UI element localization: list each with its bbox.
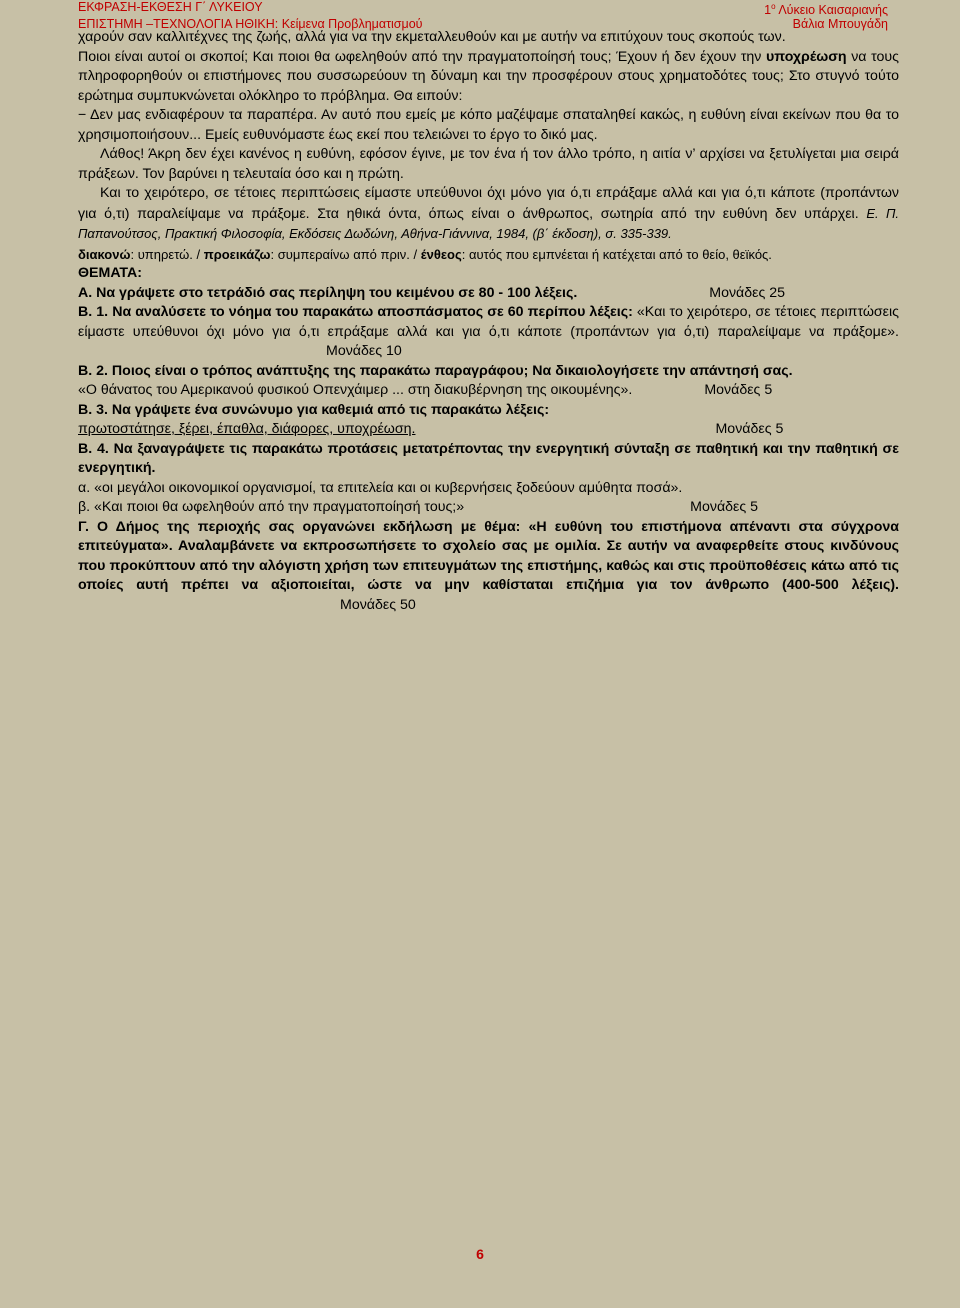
paragraph-1: χαρούν σαν καλλιτέχνες της ζωής, αλλά για να την εκμεταλλευθούν και με αυτήν να επιτύχουν τους σκοπούς των. bbox=[78, 29, 786, 45]
question-b4: Β. 4. Να ξαναγράψετε τις παρακάτω προτάσεις μετατρέποντας την ενεργητική σύνταξη σε παθητική και την παθητική σε ενεργητική. bbox=[78, 440, 899, 476]
question-b1: Β. 1. Να αναλύσετε το νόημα του παρακάτω αποσπάσματος σε 60 περίπου λέξεις: «Και το χειρότερο, σε τέτοιες περιπτώσεις είμαστε υπεύθυνοι όχι μόνο για ό,τι επράξαμε αλλά και για ό,τι κάποτε (προπάντων για ό,τι) παραλείψαμε να πράξομε».Μονάδες 10 bbox=[78, 304, 899, 359]
paragraph-3: − Δεν μας ενδιαφέρουν τα παραπέρα. Αν αυτό που εμείς με κόπο μαζέψαμε σπαταληθεί κακώς, η ευθύνη είναι εκείνων που θα το χρησιμοποιήσουν... Εμείς ευθυνόμαστε έως εκεί που τελειώνει το έργο το δικό μας. bbox=[78, 107, 899, 143]
question-b2: Β. 2. Ποιος είναι ο τρόπος ανάπτυξης της παρακάτω παραγράφου; Να δικαιολογήσετε την απάντησή σας. bbox=[78, 362, 793, 379]
page-number: 6 bbox=[476, 1246, 484, 1262]
paragraph-5: Και το χειρότερο, σε τέτοιες περιπτώσεις είμαστε υπεύθυνοι όχι μόνο για ό,τι επράξαμε αλλά και για ό,τι κάποτε (προπάντων για ό,τι) παραλείψαμε να πράξομε. Στα ηθικά όντα, όπως είναι ο άνθρωπος, σωτηρία από την ευθύνη δεν υπάρχει. Ε. Π. Παπανούτσος, Πρακτική Φιλοσοφία, Εκδόσεις Δωδώνη, Αθήνα-Γιάννινα, 1984, (β΄ έκδοση), σ. 335-339. bbox=[78, 185, 899, 241]
question-b4-b: β. «Και ποιοι θα ωφεληθούν από την πραγματοποίησή τους;» Μονάδες 5 bbox=[78, 499, 759, 515]
source-citation: Ε. Π. Παπανούτσος, Πρακτική Φιλοσοφία, Εκδόσεις Δωδώνη, Αθήνα-Γιάννινα, 1984, (β΄ έκδοση), σ. 335-339. bbox=[78, 205, 899, 241]
header-author: Βάλια Μπουγάδη bbox=[792, 17, 888, 32]
question-g: Γ. Ο Δήμος της περιοχής σας οργανώνει εκδήλωση με θέμα: «Η ευθύνη του επιστήμονα απέναντι στα σύγχρονα επιτεύγματα». Αναλαμβάνετε να εκπροσωπήσετε το σχολείο σας με ομιλία. Σε αυτήν να αναφερθείτε στους κινδύνους που προκύπτουν από την αλόγιστη χρήση των επιτευγμάτων της επιστήμης, καθώς και στις προϋποθέσεις κάτω από τις οποίες αυτή πρέπει να αξιοποιείται, ώστε να μην καθίσταται επιζήμια για τον άνθρωπο (400-500 λέξεις).Μονάδες 50 bbox=[78, 518, 899, 613]
header-school: $1^o$ Λύκειο Καισαριανής bbox=[764, 2, 888, 18]
questions-title: ΘΕΜΑΤΑ: bbox=[78, 265, 142, 281]
paragraph-4: Λάθος! Άκρη δεν έχει κανένος η ευθύνη, εφόσον έγινε, με τον ένα ή τον άλλο τρόπο, η αιτία ν’ αρχίσει να ξετυλίγεται μια σειρά πράξεων. Τον βαρύνει η τελευταία όσο και η πρώτη. bbox=[78, 146, 899, 182]
question-b3-words: πρωτοστάτησε, ξέρει, έπαθλα, διάφορες, υποχρέωση. Μονάδες 5 bbox=[78, 421, 784, 437]
document-body bbox=[78, 28, 899, 615]
question-a: Α. Να γράψετε στο τετράδιό σας περίληψη του κειμένου σε 80 - 100 λέξεις. Μονάδες 25 bbox=[78, 284, 786, 301]
question-b4-a: α. «οι μεγάλοι οικονομικοί οργανισμοί, τα επιτελεία και οι κυβερνήσεις ξοδεύουν αμύθητα ποσά». bbox=[78, 479, 683, 496]
header-unit-title: ΕΠΙΣΤΗΜΗ –ΤΕΧΝΟΛΟΓΙΑ ΗΘΙΚΗ: Κείμενα Προβληματισμού bbox=[78, 17, 423, 32]
page-header bbox=[78, 0, 888, 31]
paragraph-2: Ποιοι είναι αυτοί οι σκοποί; Και ποιοι θα ωφεληθούν από την πραγματοποίησή τους; Έχουν ή δεν έχουν την υποχρέωση να τους πληροφορηθούν οι επιστήμονες που συσσωρεύουν τη δύναμη και την προσφέρουν στους χρηματοδότες τους; Στο στυγνό τούτο ερώτημα συμπυκνώνεται ολόκληρο το πρόβλημα. Θα ειπούν: bbox=[78, 48, 899, 104]
question-b2-text: «Ο θάνατος του Αμερικανού φυσικού Οπενχάιμερ ... στη διακυβέρνηση της οικουμένης». Μονάδες 5 bbox=[78, 382, 773, 398]
question-b3: Β. 3. Να γράψετε ένα συνώνυμο για καθεμιά από τις παρακάτω λέξεις: bbox=[78, 401, 550, 418]
glossary: διακονώ: υπηρετώ. / προεικάζω: συμπεραίνω από πριν. / ένθεος: αυτός που εμπνέεται ή κατέχεται από το θείο, θεϊκός. bbox=[78, 246, 772, 262]
header-course-title: ΕΚΦΡΑΣΗ-ΕΚΘΕΣΗ Γ΄ ΛΥΚΕΙΟΥ bbox=[78, 0, 263, 14]
